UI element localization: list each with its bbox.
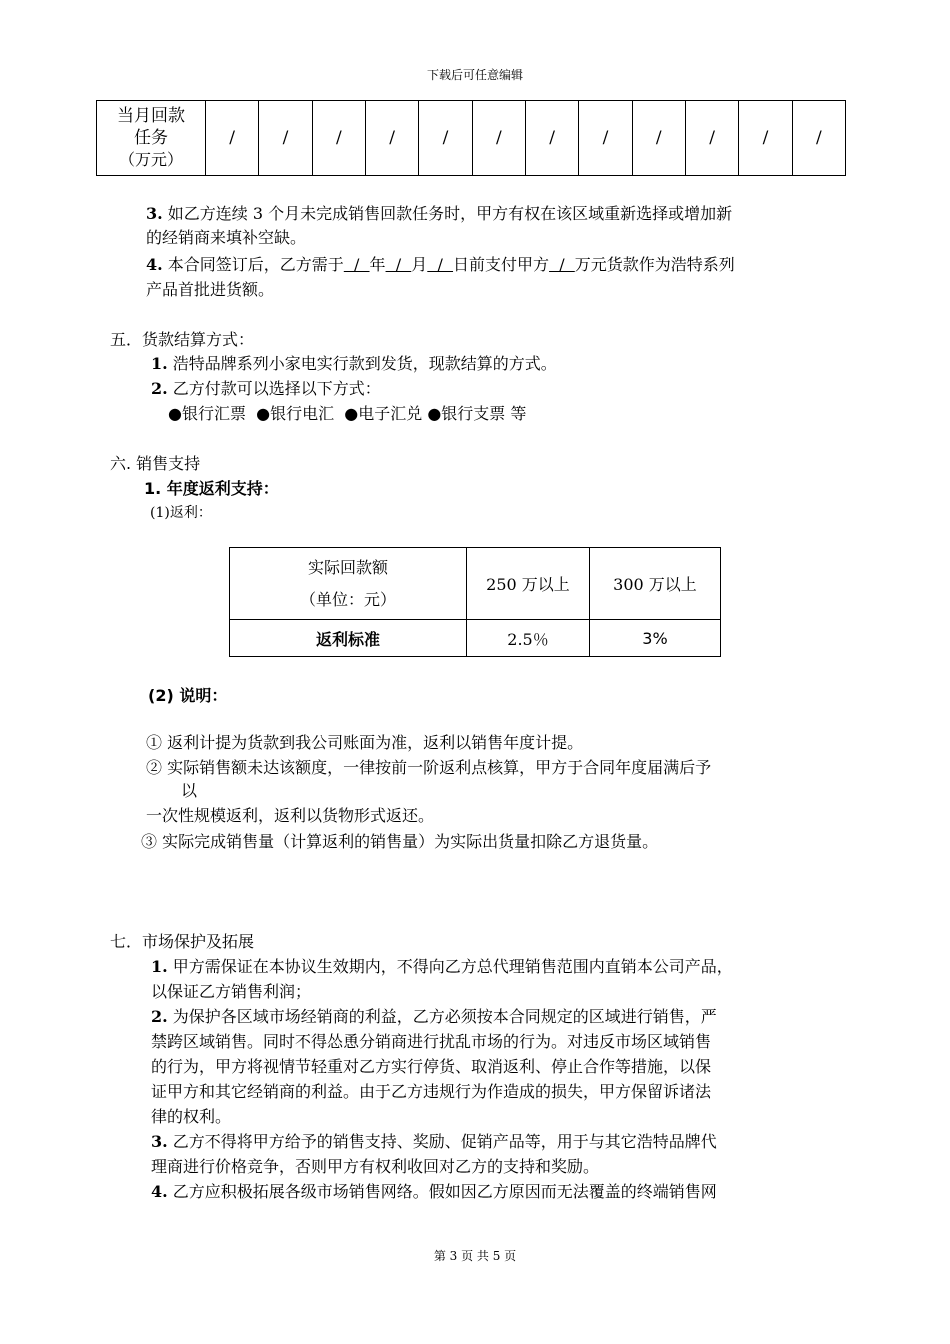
note-1: ① 返利计提为货款到我公司账面为准，返利以销售年度计提。 (146, 733, 584, 752)
section7-clause3-line2: 理商进行价格竞争，否则甲方有权利收回对乙方的支持和奖励。 (151, 1157, 600, 1176)
clause-number: 2. (151, 379, 168, 398)
task-cell: / (792, 101, 845, 176)
task-label-line2: 任务 (134, 128, 168, 148)
annual-rebate-heading: 1. 年度返利支持： (144, 479, 279, 498)
clause-text: 浩特品牌系列小家电实行款到发货，现款结算的方式。 (167, 354, 557, 373)
clause-text: 乙方付款可以选择以下方式： (167, 379, 381, 398)
section7-title: 七．市场保护及拓展 (110, 932, 255, 951)
table-row (230, 620, 721, 657)
clause-text: 年 (369, 255, 386, 274)
clause4-line1 (146, 253, 735, 277)
section7-clause2-line1 (151, 1005, 717, 1029)
task-cell: / (739, 101, 792, 176)
clause-text: 乙方应积极拓展各级市场销售网络。假如因乙方原因而无法覆盖的终端销售网 (167, 1182, 717, 1201)
task-cell: / (472, 101, 525, 176)
clause-text: 甲方需保证在本协议生效期内，不得向乙方总代理销售范围内直销本公司产品， (167, 957, 733, 976)
task-label-line1: 当月回款 (117, 106, 185, 126)
payment-methods: ●银行汇票 ●银行电汇 ●电子汇兑 ●银行支票 等 (168, 404, 527, 423)
clause3-line2: 的经销商来填补空缺。 (146, 228, 307, 247)
note-2-continuation: 以 (181, 781, 198, 800)
section7-clause1-line2: 以保证乙方销售利润； (151, 982, 312, 1001)
clause-number: 3. (151, 1132, 168, 1151)
task-cell: / (419, 101, 472, 176)
section5-item2 (151, 377, 381, 401)
task-cell: / (312, 101, 365, 176)
clause-text: 为保护各区域市场经销商的利益，乙方必须按本合同规定的区域进行销售，严 (167, 1007, 717, 1026)
section7-clause2-line4: 证甲方和其它经销商的利益。由于乙方违规行为作造成的损失，甲方保留诉诸法 (151, 1082, 712, 1101)
clause-text: 月 (411, 255, 428, 274)
header-text: 实际回款额 (307, 557, 388, 577)
clause-number: 4. (151, 1182, 168, 1201)
monthly-task-table (96, 100, 846, 176)
note-2: ② 实际销售额未达该额度，一律按前一阶返利点核算，甲方于合同年度届满后予 (146, 758, 712, 777)
clause4-line2: 产品首批进货额。 (146, 280, 275, 299)
clause3-line1 (146, 202, 732, 226)
header-unit: （单位：元） (299, 589, 396, 609)
task-cell: / (579, 101, 632, 176)
blank-field: / (549, 255, 575, 274)
clause-number: 2. (151, 1007, 168, 1026)
page-footer: 第 3 页 共 5 页 (433, 1249, 517, 1263)
task-cell: / (365, 101, 418, 176)
rebate-value-tier2: 3% (590, 620, 721, 657)
table-row (230, 548, 721, 620)
clause-number: 1. (151, 354, 168, 373)
clause-text: 乙方不得将甲方给予的销售支持、奖励、促销产品等，用于与其它浩特品牌代 (167, 1132, 717, 1151)
section5-title: 五．货款结算方式： (110, 330, 255, 349)
clause-text: 本合同签订后，乙方需于 (162, 255, 344, 274)
page-header: 下载后可任意编辑 (426, 68, 523, 82)
section7-clause3-line1 (151, 1130, 717, 1154)
blank-field: / (343, 255, 370, 274)
section7-clause2-line3: 的行为，甲方将视情节轻重对乙方实行停货、取消返利、停止合作等措施，以保 (151, 1057, 712, 1076)
rebate-standard-label: 返利标准 (230, 620, 467, 657)
rebate-subheading: (1)返利： (150, 505, 212, 521)
section5-item1 (151, 352, 557, 376)
task-cell: / (206, 101, 259, 176)
rebate-header-tier2: 300 万以上 (590, 548, 721, 620)
clause-number: 1. (151, 957, 168, 976)
rebate-table (229, 547, 721, 657)
rebate-header-tier1: 250 万以上 (467, 548, 590, 620)
notes-title: (2) 说明： (148, 686, 228, 705)
table-row (97, 101, 846, 176)
section6-title: 六. 销售支持 (110, 454, 201, 473)
task-label-cell (97, 101, 206, 176)
rebate-value-tier1: 2.5％ (467, 620, 590, 657)
clause-number: 4. (146, 255, 163, 274)
rebate-header-amount (230, 548, 467, 620)
clause-text: 万元货款作为浩特系列 (574, 255, 735, 274)
task-cell: / (525, 101, 578, 176)
clause-number: 3. (146, 204, 163, 223)
note-3: ③ 实际完成销售量（计算返利的销售量）为实际出货量扣除乙方退货量。 (141, 832, 659, 851)
task-cell: / (259, 101, 312, 176)
note-2-line2: 一次性规模返利，返利以货物形式返还。 (146, 806, 435, 825)
section7-clause2-line2: 禁跨区域销售。同时不得怂恿分销商进行扰乱市场的行为。对违反市场区域销售 (151, 1032, 712, 1051)
section7-clause4-line1 (151, 1180, 717, 1204)
task-label-unit: （万元） (118, 150, 183, 169)
task-cell: / (685, 101, 738, 176)
clause-text: 如乙方连续 3 个月未完成销售回款任务时，甲方有权在该区域重新选择或增加新 (162, 204, 733, 223)
clause-text: 日前支付甲方 (453, 255, 550, 274)
task-cell: / (632, 101, 685, 176)
section7-clause2-line5: 律的权利。 (151, 1107, 232, 1126)
blank-field: / (385, 255, 412, 274)
section7-clause1-line1 (151, 955, 733, 979)
blank-field: / (427, 255, 454, 274)
